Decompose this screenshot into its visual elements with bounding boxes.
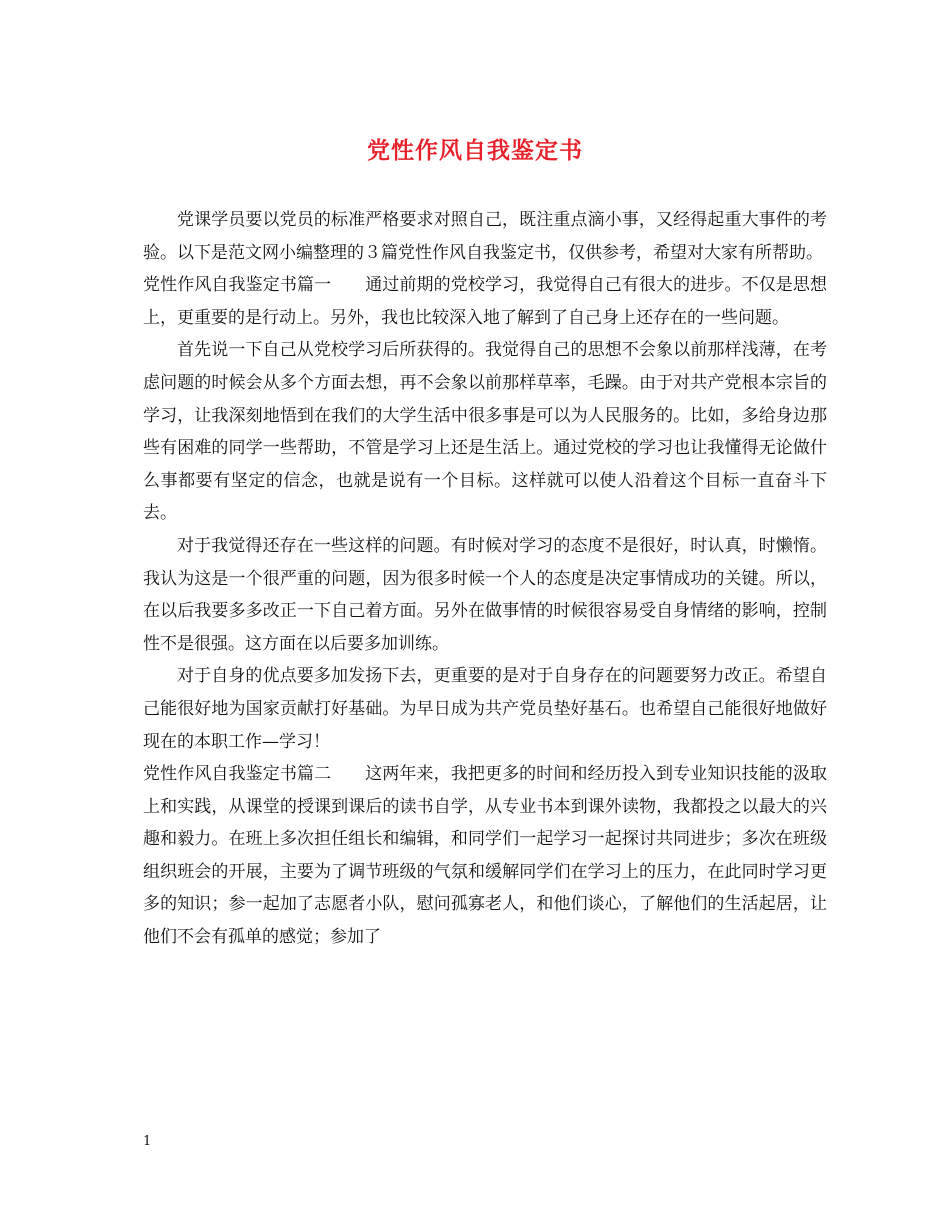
paragraph-section-two: [143, 758, 827, 954]
paragraph-section-one: [143, 269, 827, 334]
paragraph-gains: 首先说一下自己从党校学习后所获得的。我觉得自己的思想不会象以前那样浅薄，在考虑问题的时候会从多个方面去想，再不会象以前那样草率，毛躁。由于对共产党根本宗旨的学习，让我深刻地悟到在我们的大学生活中很多事是可以为人民服务的。比如，多给身边那些有困难的同学一些帮助，不管是学习上还是生活上。通过党校的学习也让我懂得无论做什么事都要有坚定的信念，也就是说有一个目标。这样就可以使人沿着这个目标一直奋斗下去。: [143, 340, 827, 524]
section-one-text: 通过前期的党校学习，我觉得自己有很大的进步。不仅是思想上，更重要的是行动上。另外，我也比较深入地了解到了自己身上还存在的一些问题。: [143, 275, 828, 328]
page-number: 1: [143, 1134, 152, 1149]
section-two-text: 这两年来，我把更多的时间和经历投入到专业知识技能的汲取上和实践，从课堂的授课到课后的读书自学，从专业书本到课外读物，我都投之以最大的兴趣和毅力。在班上多次担任组长和编辑，和同学们一起学习一起探讨共同进步；多次在班级组织班会的开展，主要为了调节班级的气氛和缓解同学们在学习上的压力，在此同时学习更多的知识；参一起加了志愿者小队，慰问孤寡老人，和他们谈心，了解他们的生活起居，让他们不会有孤单的感觉；参加了: [143, 764, 828, 948]
paragraph-problems: 对于我觉得还存在一些这样的问题。有时候对学习的态度不是很好，时认真，时懒惰。我认为这是一个很严重的问题，因为很多时候一个人的态度是决定事情成功的关键。所以，在以后我要多多改正一下自己着方面。另外在做事情的时候很容易受自身情绪的影响，控制性不是很强。这方面在以后要多加训练。: [143, 535, 827, 654]
paragraph-strengths: 对于自身的优点要多加发扬下去，更重要的是对于自身存在的问题要努力改正。希望自己能很好地为国家贡献打好基础。为早日成为共产党员垫好基石。也希望自己能很好地做好现在的本职工作—学习！: [143, 666, 827, 752]
section-heading-one: 党性作风自我鉴定书篇一: [143, 275, 332, 296]
section-heading-two: 党性作风自我鉴定书篇二: [143, 764, 332, 785]
document-title: 党性作风自我鉴定书: [367, 137, 583, 164]
paragraph-intro: 党课学员要以党员的标准严格要求对照自己，既注重点滴小事，又经得起重大事件的考验。以下是范文网小编整理的３篇党性作风自我鉴定书，仅供参考，希望对大家有所帮助。: [143, 210, 827, 263]
document-body: [143, 204, 827, 954]
